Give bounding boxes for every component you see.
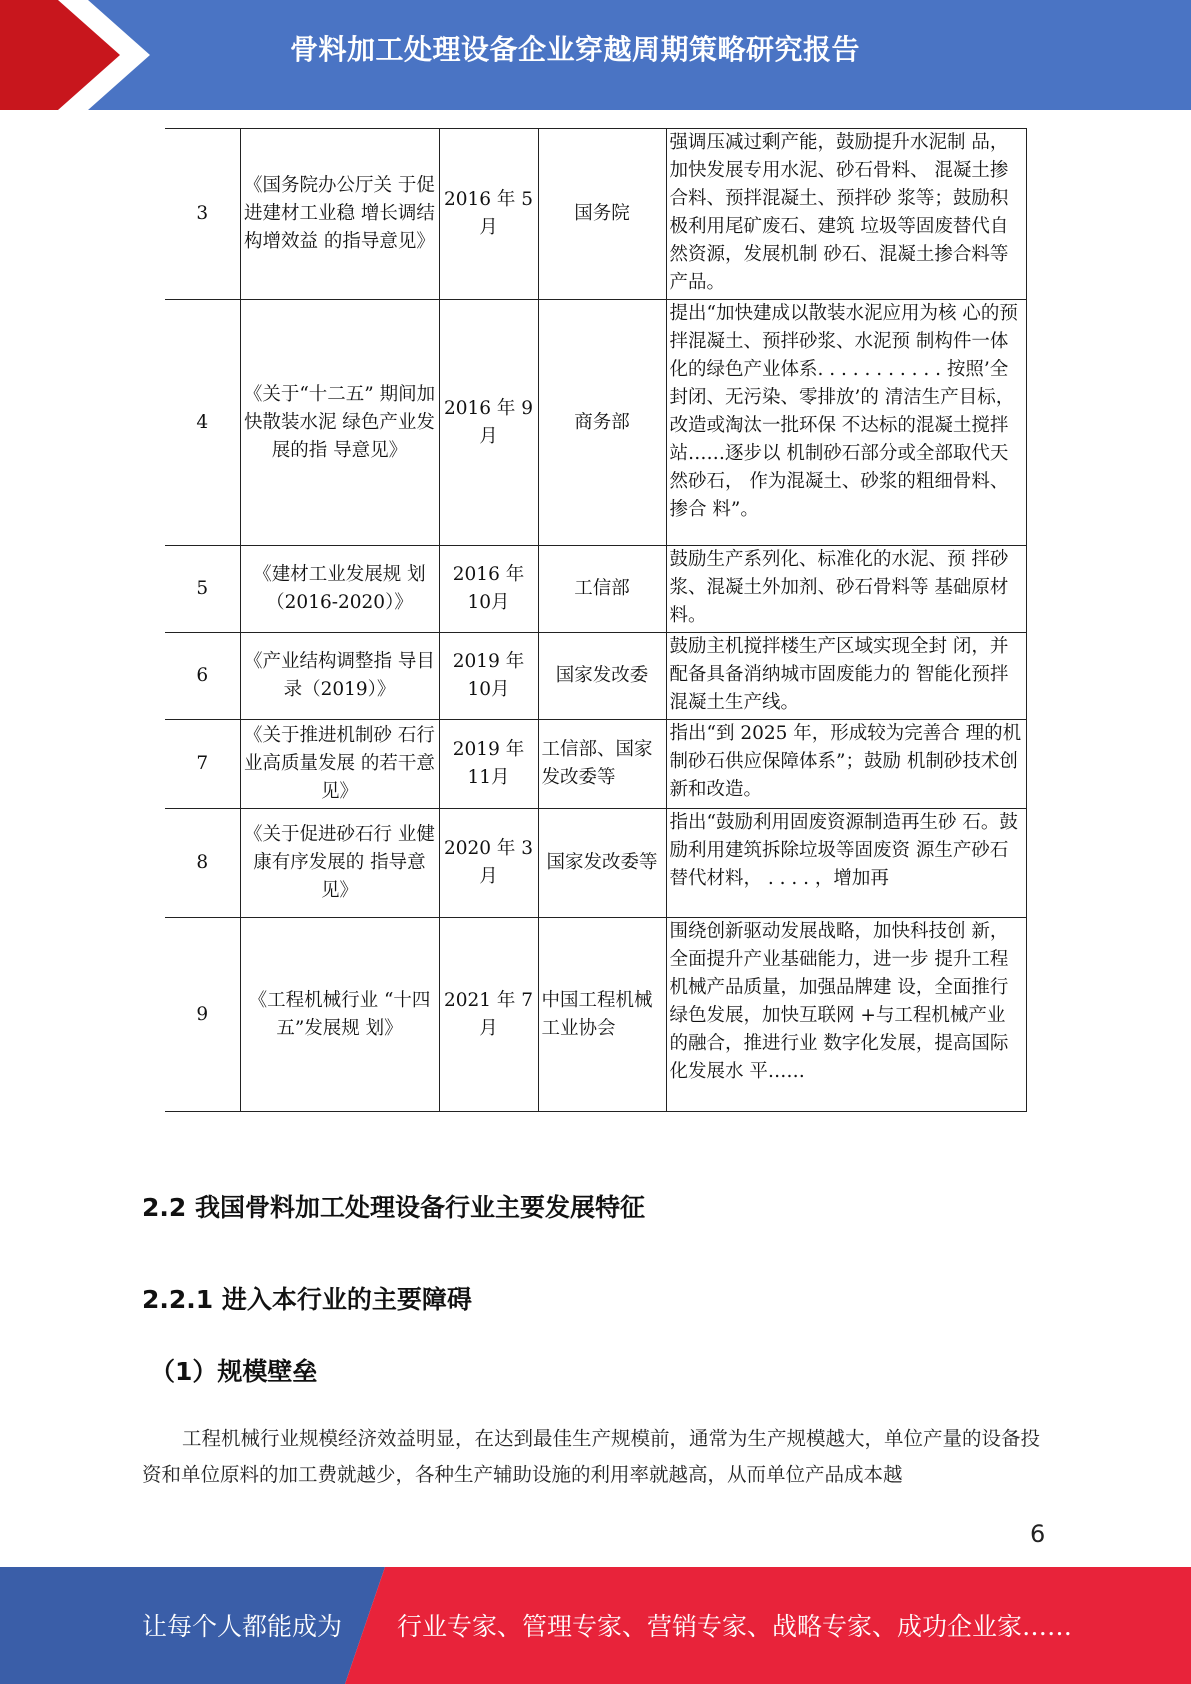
issuer: 工信部、国家发改委等: [538, 720, 666, 809]
table-row: [165, 300, 1026, 546]
policy-content: 鼓励生产系列化、标准化的水泥、预 拌砂浆、混凝土外加剂、砂石骨料等 基础原材料。: [666, 546, 1026, 633]
policy-name: 《关于推进机制砂 石行业高质量发展 的若干意见》: [240, 720, 439, 809]
table-row: [165, 720, 1026, 809]
issuer: 中国工程机械工业协会: [538, 918, 666, 1112]
issuer: 国务院: [538, 129, 666, 300]
issuer: 工信部: [538, 546, 666, 633]
row-number: 8: [165, 809, 240, 918]
table-row: [165, 633, 1026, 720]
issue-date: 2016 年 10月: [439, 546, 538, 633]
page-header: [0, 0, 1191, 110]
body-paragraph: 工程机械行业规模经济效益明显，在达到最佳生产规模前，通常为生产规模越大，单位产量的设备投资和单位原料的加工费就越少，各种生产辅助设施的利用率就越高，从而单位产品成本越: [142, 1427, 1041, 1486]
footer-slogan-right: 行业专家、管理专家、营销专家、战略专家、成功企业家……: [397, 1612, 1073, 1641]
issue-date: 2016 年 9月: [439, 300, 538, 546]
policy-name: 《关于促进砂石行 业健康有序发展的 指导意见》: [240, 809, 439, 918]
policy-name: 《国务院办公厅关 于促进建材工业稳 增长调结构增效益 的指导意见》: [240, 129, 439, 300]
issue-date: 2020 年 3月: [439, 809, 538, 918]
policy-name: 《工程机械行业 “十四五”发展规 划》: [240, 918, 439, 1112]
row-number: 4: [165, 300, 240, 546]
row-number: 9: [165, 918, 240, 1112]
issuer: 商务部: [538, 300, 666, 546]
row-number: 7: [165, 720, 240, 809]
row-number: 5: [165, 546, 240, 633]
row-number: 6: [165, 633, 240, 720]
policy-content: 提出“加快建成以散装水泥应用为核 心的预拌混凝土、预拌砂浆、水泥预 制构件一体化的绿色产业体系. . . . . . . . . . . 按照’全封闭、无污染、零排放’的 清洁生产目标，改造或淘汰一批环保 不达标的混凝土搅拌站……逐步以 机制砂石部分或全部取代天然砂石， 作为混凝土、砂浆的粗细骨料、掺合 料”。: [666, 300, 1026, 546]
report-title: 骨料加工处理设备企业穿越周期策略研究报告: [290, 33, 861, 66]
section-heading-2-2: 2.2 我国骨料加工处理设备行业主要发展特征: [142, 1193, 645, 1222]
subsection-heading-scale-barrier: （1）规模壁垒: [150, 1357, 318, 1386]
policy-content: 指出“鼓励利用固废资源制造再生砂 石。鼓励利用建筑拆除垃圾等固废资 源生产砂石替代材料， . . . . ，增加再: [666, 809, 1026, 918]
table-row: [165, 918, 1026, 1112]
page-footer: [0, 1567, 1191, 1684]
policy-content: 鼓励主机搅拌楼生产区域实现全封 闭，并配备具备消纳城市固废能力的 智能化预拌混凝土生产线。: [666, 633, 1026, 720]
issuer: 国家发改委: [538, 633, 666, 720]
policy-name: 《产业结构调整指 导目录（2019）》: [240, 633, 439, 720]
policy-content: 围绕创新驱动发展战略，加快科技创 新，全面提升产业基础能力，进一步 提升工程机械产品质量，加强品牌建 设，全面推行绿色发展，加快互联网 +与工程机械产业的融合，推进行业 数字化发展，提高国际化发展水 平……: [666, 918, 1026, 1112]
issue-date: 2019 年 10月: [439, 633, 538, 720]
table-row: [165, 546, 1026, 633]
footer-slogan-left: 让每个人都能成为: [142, 1612, 343, 1641]
table-row: [165, 809, 1026, 918]
issue-date: 2016 年 5月: [439, 129, 538, 300]
page-number: 6: [1030, 1520, 1046, 1548]
issue-date: 2021 年 7月: [439, 918, 538, 1112]
policy-table: [165, 128, 1027, 1112]
issue-date: 2019 年 11月: [439, 720, 538, 809]
section-heading-2-2-1: 2.2.1 进入本行业的主要障碍: [142, 1285, 472, 1314]
policy-name: 《关于“十二五” 期间加快散装水泥 绿色产业发展的指 导意见》: [240, 300, 439, 546]
table-row: [165, 129, 1026, 300]
row-number: 3: [165, 129, 240, 300]
policy-name: 《建材工业发展规 划（2016-2020）》: [240, 546, 439, 633]
issuer: 国家发改委等: [538, 809, 666, 918]
policy-content: 指出“到 2025 年，形成较为完善合 理的机制砂石供应保障体系”；鼓励 机制砂技术创新和改造。: [666, 720, 1026, 809]
policy-content: 强调压减过剩产能，鼓励提升水泥制 品，加快发展专用水泥、砂石骨料、 混凝土掺合料、预拌混凝土、预拌砂 浆等；鼓励积极利用尾矿废石、建筑 垃圾等固废替代自然资源，发展机制 砂石、混凝土掺合料等产品。: [666, 129, 1026, 300]
